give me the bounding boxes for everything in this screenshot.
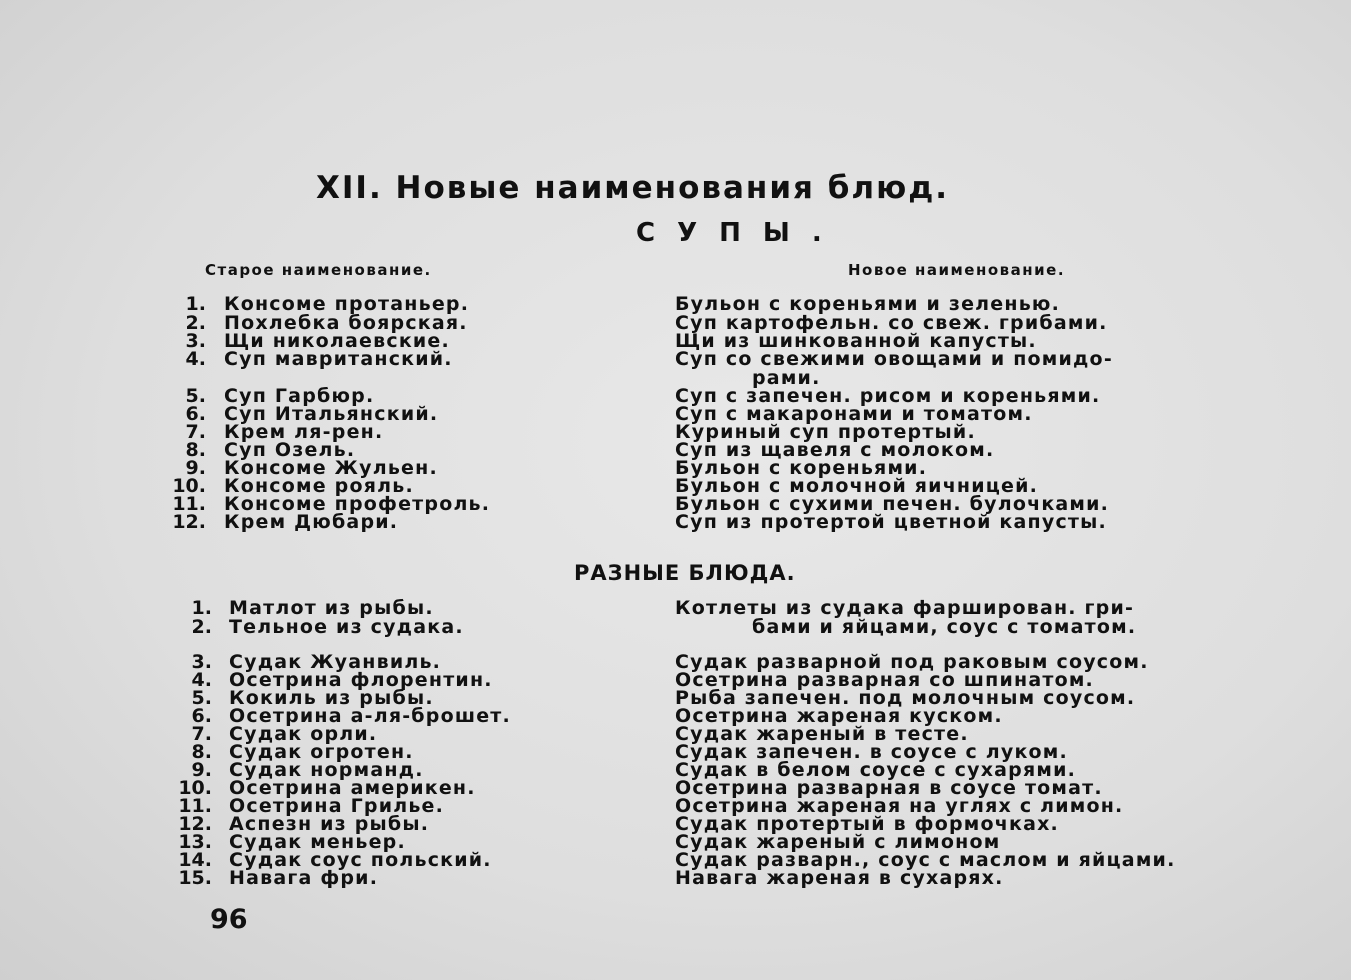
old-dish-name: Похлебка боярская. xyxy=(224,312,468,334)
new-dish-name: Котлеты из судака фарширован. гри- xyxy=(675,597,1135,619)
old-dish-name: Суп Итальянский. xyxy=(224,403,439,425)
entry-number: 3. xyxy=(185,330,206,352)
new-dish-name: Бульон с молочной яичницей. xyxy=(675,475,1039,497)
old-dish-name: Крем ля-рен. xyxy=(224,421,384,443)
old-dish-name: Тельное из судака. xyxy=(229,616,464,638)
old-dish-name: Судак меньер. xyxy=(229,831,406,853)
new-dish-name: Суп из протертой цветной капусты. xyxy=(675,511,1107,533)
new-dish-name: Суп с макаронами и томатом. xyxy=(675,403,1033,425)
entry-number: 8. xyxy=(191,741,212,763)
new-dish-name: Судак запечен. в соусе с луком. xyxy=(675,741,1068,763)
entry-number: 5. xyxy=(185,385,206,407)
new-dish-name: Судак жареный в тесте. xyxy=(675,723,969,745)
old-dish-name: Суп Гарбюр. xyxy=(224,385,375,407)
entry-number: 1. xyxy=(191,597,212,619)
old-dish-name: Консоме рояль. xyxy=(224,475,414,497)
old-dish-name: Матлот из рыбы. xyxy=(229,597,434,619)
soup-entry xyxy=(0,348,1351,389)
dish-entry xyxy=(0,618,1351,637)
new-dish-name-continuation: рами. xyxy=(752,367,821,389)
soups-heading: СУПЫ. xyxy=(636,218,844,248)
old-dish-name: Крем Дюбари. xyxy=(224,511,399,533)
old-dish-name: Судак орли. xyxy=(229,723,378,745)
entry-number: 14. xyxy=(178,849,212,871)
old-dish-name: Консоме протаньер. xyxy=(224,293,470,315)
old-dish-name: Кокиль из рыбы. xyxy=(229,687,434,709)
new-dish-name: Осетрина жареная на углях с лимон. xyxy=(675,795,1124,817)
new-dish-name: Осетрина разварная в соусе томат. xyxy=(675,777,1103,799)
entry-number: 10. xyxy=(172,475,206,497)
entry-number: 10. xyxy=(178,777,212,799)
old-dish-name: Консоме профетроль. xyxy=(224,493,491,515)
entry-number: 3. xyxy=(191,651,212,673)
old-dish-name: Суп мавританский. xyxy=(224,348,453,370)
entry-number: 2. xyxy=(191,616,212,638)
entry-number: 4. xyxy=(185,348,206,370)
entry-number: 11. xyxy=(172,493,206,515)
entry-number: 9. xyxy=(185,457,206,479)
old-dish-name: Консоме Жульен. xyxy=(224,457,438,479)
entry-number: 6. xyxy=(191,705,212,727)
entry-number: 9. xyxy=(191,759,212,781)
new-dish-name: Суп из щавеля с молоком. xyxy=(675,439,995,461)
old-dish-name: Судак Жуанвиль. xyxy=(229,651,442,673)
new-dish-name-continuation: бами и яйцами, соус с томатом. xyxy=(752,616,1137,638)
entry-number: 12. xyxy=(178,813,212,835)
new-dish-name: Рыба запечен. под молочным соусом. xyxy=(675,687,1136,709)
new-dish-name: Осетрина жареная куском. xyxy=(675,705,1003,727)
new-name-column-header: Новое наименование. xyxy=(848,261,1066,279)
entry-number: 8. xyxy=(185,439,206,461)
old-name-column-header: Старое наименование. xyxy=(205,261,432,279)
entry-number: 13. xyxy=(178,831,212,853)
old-dish-name: Осетрина флорентин. xyxy=(229,669,493,691)
entry-number: 5. xyxy=(191,687,212,709)
new-dish-name: Судак жареный с лимоном xyxy=(675,831,1001,853)
new-dish-name: Судак разварной под раковым соусом. xyxy=(675,651,1149,673)
new-dish-name: Судак протертый в формочках. xyxy=(675,813,1059,835)
new-dish-name: Судак в белом соусе с сухарями. xyxy=(675,759,1077,781)
old-dish-name: Осетрина америкен. xyxy=(229,777,476,799)
new-dish-name: Суп со свежими овощами и помидо- xyxy=(675,348,1113,370)
new-dish-name: Бульон с кореньями. xyxy=(675,457,928,479)
new-dish-name: Бульон с сухими печен. булочками. xyxy=(675,493,1110,515)
new-dish-name: Куриный суп протертый. xyxy=(675,421,976,443)
old-dish-name: Судак соус польский. xyxy=(229,849,492,871)
new-dish-name: Осетрина разварная со шпинатом. xyxy=(675,669,1094,691)
dish-entry xyxy=(0,869,1351,888)
entry-number: 2. xyxy=(185,312,206,334)
new-dish-name: Щи из шинкованной капусты. xyxy=(675,330,1037,352)
entry-number: 7. xyxy=(185,421,206,443)
misc-dishes-heading: РАЗНЫЕ БЛЮДА. xyxy=(574,561,796,585)
old-dish-name: Судак норманд. xyxy=(229,759,424,781)
entry-number: 7. xyxy=(191,723,212,745)
entry-number: 11. xyxy=(178,795,212,817)
old-dish-name: Суп Озель. xyxy=(224,439,356,461)
chapter-title: XII. Новые наименования блюд. xyxy=(316,170,950,206)
old-dish-name: Осетрина Грилье. xyxy=(229,795,445,817)
entry-number: 4. xyxy=(191,669,212,691)
entry-number: 12. xyxy=(172,511,206,533)
entry-number: 6. xyxy=(185,403,206,425)
page-number: 96 xyxy=(210,904,248,935)
entry-number: 1. xyxy=(185,293,206,315)
new-dish-name: Бульон с кореньями и зеленью. xyxy=(675,293,1060,315)
old-dish-name: Аспезн из рыбы. xyxy=(229,813,430,835)
old-dish-name: Судак огротен. xyxy=(229,741,414,763)
entry-number: 15. xyxy=(178,867,212,889)
new-dish-name: Навага жареная в сухарях. xyxy=(675,867,1004,889)
old-dish-name: Щи николаевские. xyxy=(224,330,450,352)
new-dish-name: Суп картофельн. со свеж. грибами. xyxy=(675,312,1108,334)
new-dish-name: Суп с запечен. рисом и кореньями. xyxy=(675,385,1101,407)
old-dish-name: Навага фри. xyxy=(229,867,379,889)
soup-entry xyxy=(0,513,1351,532)
new-dish-name: Судак разварн., соус с маслом и яйцами. xyxy=(675,849,1176,871)
old-dish-name: Осетрина а-ля-брошет. xyxy=(229,705,511,727)
